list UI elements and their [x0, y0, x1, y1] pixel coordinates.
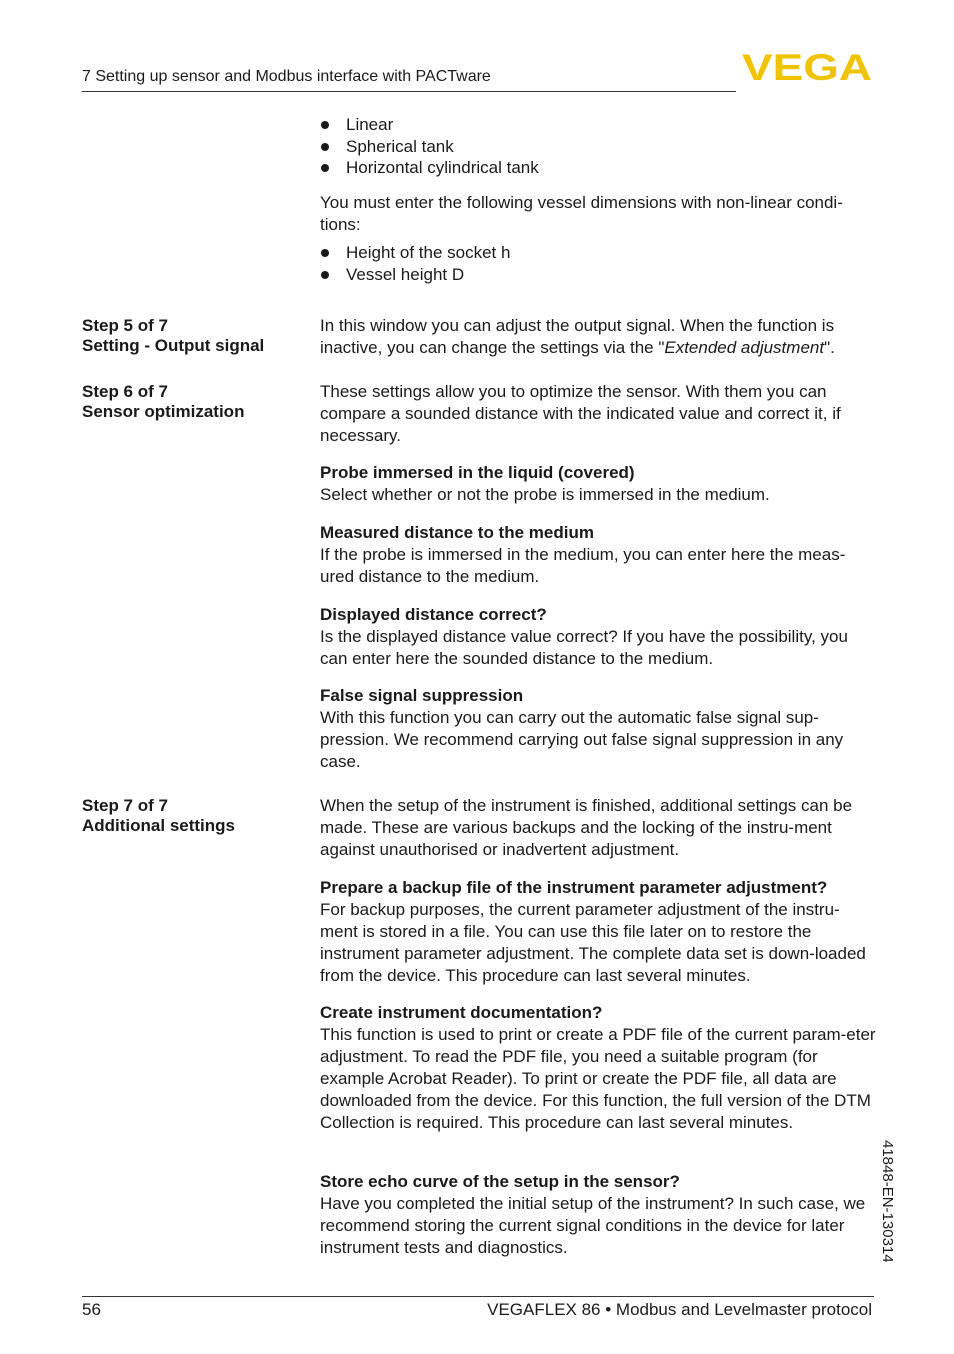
list-item: Horizontal cylindrical tank	[320, 157, 876, 179]
section-text: Is the displayed distance value correct? If you have the possibility, you can enter here the sounded distance to the medium.	[320, 627, 848, 668]
step6-section	[320, 685, 876, 773]
dimensions-list	[320, 242, 876, 285]
step7-section	[320, 877, 876, 987]
list-item: Spherical tank	[320, 136, 876, 158]
section-text: This function is used to print or create a PDF file of the current param-eter adjustment. To read the PDF file, you need a suitable program (for example Acrobat Reader). To print or create the PDF file, all data are downloaded from the device. For this function, the full version of the DTM Collection is required. This procedure can last several minutes.	[320, 1025, 876, 1132]
logo-text: VEGA	[742, 52, 872, 82]
step7-section	[320, 1171, 876, 1259]
step6-section	[320, 462, 876, 506]
section-heading: Displayed distance correct?	[320, 605, 547, 624]
step7-text: When the setup of the instrument is finished, additional settings can be made. These are various backups and the locking of the instru-ment against unauthorised or inadvertent adjustment.	[320, 796, 853, 859]
step7-title: Additional settings	[82, 816, 235, 835]
list-item: Linear	[320, 114, 876, 136]
section-text: If the probe is immersed in the medium, you can enter here the meas-ured distance to the medium.	[320, 545, 846, 586]
dimensions-block	[320, 192, 876, 285]
section-text: Select whether or not the probe is immersed in the medium.	[320, 485, 770, 504]
step6-section	[320, 522, 876, 588]
vega-logo	[742, 52, 872, 82]
footer-rule	[82, 1296, 874, 1297]
document-code: 41848-EN-130314	[879, 1140, 896, 1263]
section-heading: Create instrument documentation?	[320, 1003, 603, 1022]
list-item: Height of the socket h	[320, 242, 876, 264]
header-title: 7 Setting up sensor and Modbus interface with PACTware	[82, 68, 491, 85]
footer-document-title: VEGAFLEX 86 • Modbus and Levelmaster protocol	[487, 1300, 872, 1319]
step7-section	[320, 1002, 876, 1134]
step5-label: Step 5 of 7	[82, 316, 168, 335]
step7-label: Step 7 of 7	[82, 796, 168, 815]
section-text: For backup purposes, the current parameter adjustment of the instru-ment is stored in a file. You can use this file later on to restore the instrument parameter adjustment. The complete data set is down-loaded from the device. This procedure can last several minutes.	[320, 900, 866, 985]
step5-title: Setting - Output signal	[82, 336, 265, 355]
section-heading: Store echo curve of the setup in the sensor?	[320, 1172, 680, 1191]
step6-section	[320, 604, 876, 670]
vessel-type-list	[320, 114, 876, 179]
page-number: 56	[82, 1300, 101, 1319]
step5-side-heading	[82, 316, 264, 356]
step7-intro	[320, 795, 876, 861]
section-text: Have you completed the initial setup of the instrument? In such case, we recommend storing the current signal conditions in the device for later instrument tests and diagnostics.	[320, 1194, 866, 1257]
step6-intro	[320, 381, 876, 447]
vessel-type-list-block	[320, 114, 876, 179]
section-heading: Probe immersed in the liquid (covered)	[320, 463, 635, 482]
step5-body	[320, 315, 876, 359]
step6-title: Sensor optimization	[82, 402, 245, 421]
section-heading: False signal suppression	[320, 686, 524, 705]
list-item: Vessel height D	[320, 264, 876, 286]
dimensions-text: You must enter the following vessel dimensions with non-linear condi-tions:	[320, 193, 843, 234]
section-heading: Measured distance to the medium	[320, 523, 594, 542]
step7-side-heading	[82, 796, 235, 836]
step5-emphasis: Extended adjustment	[664, 338, 825, 357]
header-rule	[82, 91, 736, 92]
step5-text: In this window you can adjust the output signal. When the function is inactive, you can change the settings via the "Extended adjustment".	[320, 316, 835, 357]
step6-side-heading	[82, 382, 244, 422]
step6-text: These settings allow you to optimize the sensor. With them you can compare a sounded distance with the indicated value and correct it, if necessary.	[320, 382, 841, 445]
section-heading: Prepare a backup file of the instrument parameter adjustment?	[320, 878, 828, 897]
section-text: With this function you can carry out the automatic false signal sup-pression. We recommend carrying out false signal suppression in any case.	[320, 708, 844, 771]
step6-label: Step 6 of 7	[82, 382, 168, 401]
